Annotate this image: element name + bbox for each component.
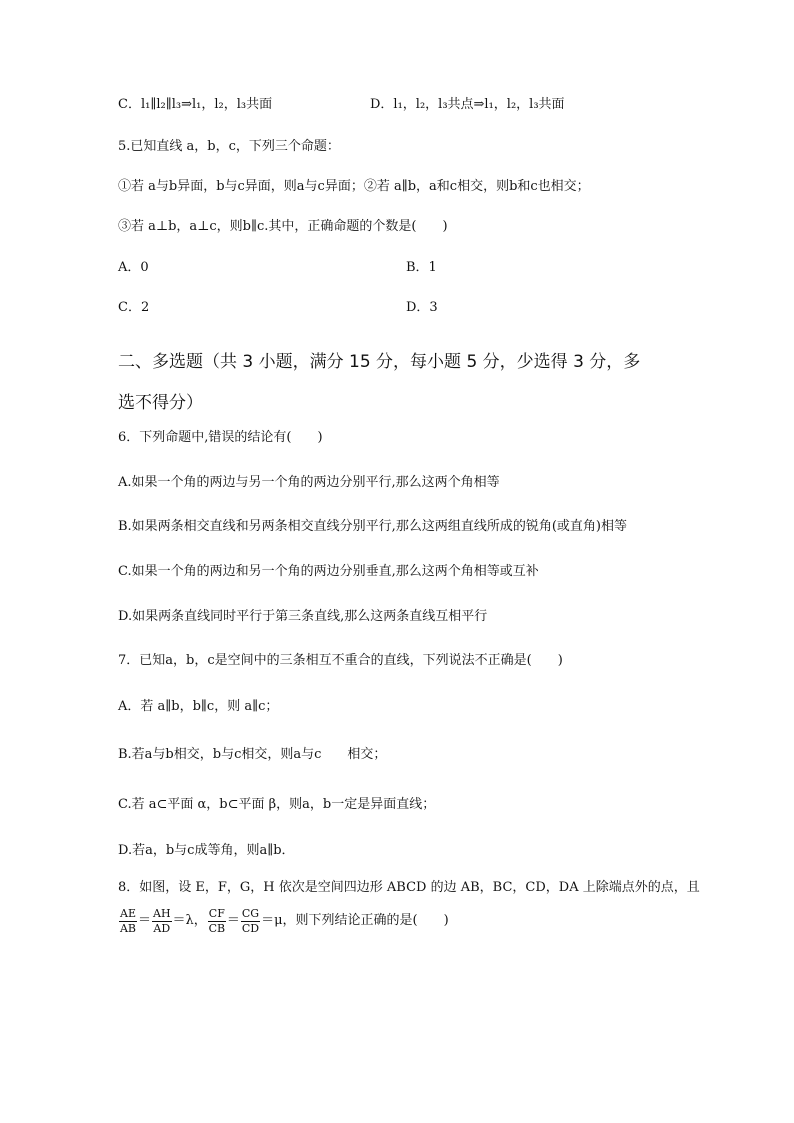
fraction-denominator: CB (208, 921, 226, 935)
q5-option-a: A．0 (118, 260, 149, 275)
q5-option-b: B．1 (406, 260, 437, 275)
fraction-cf-cb (208, 907, 226, 936)
q6-option-d: D.如果两条直线同时平行于第三条直线,那么这两条直线互相平行 (118, 609, 488, 624)
section-heading-line-2: 选不得分） (118, 393, 203, 413)
fraction-ah-ad (152, 907, 172, 936)
fraction-ae-ab (119, 907, 137, 936)
q7-option-a: A．若 a∥b，b∥c，则 a∥c； (118, 699, 279, 714)
q5-statement-2: ③若 a⊥b，a⊥c，则b∥c.其中，正确命题的个数是( ) (118, 219, 448, 234)
fraction-denominator: CD (241, 921, 260, 935)
q8-stem: 8．如图，设 E，F，G，H 依次是空间四边形 ABCD 的边 AB，BC，CD，DA 上除端点外的点，且 (118, 880, 700, 895)
q7-option-d: D.若a，b与c成等角，则a∥b． (118, 843, 295, 858)
lambda-equation: ＝λ， (172, 913, 207, 928)
q7-stem: 7．已知a，b，c是空间中的三条相互不重合的直线，下列说法不正确是( ) (118, 653, 563, 668)
q7-option-b: B.若a与b相交，b与c相交，则a与c 相交； (118, 747, 387, 762)
q6-option-c: C.如果一个角的两边和另一个角的两边分别垂直,那么这两个角相等或互补 (118, 564, 539, 579)
q5-statement-1: ①若 a与b异面，b与c异面，则a与c异面；②若 a∥b，a和c相交，则b和c也相交； (118, 179, 590, 194)
q4-option-d: D．l₁，l₂，l₃共点⇒l₁，l₂，l₃共面 (370, 97, 565, 112)
fraction-numerator: CG (241, 906, 260, 920)
fraction-numerator: CF (208, 906, 225, 920)
q6-option-b: B.如果两条相交直线和另两条相交直线分别平行,那么这两组直线所成的锐角(或直角)相等 (118, 519, 627, 534)
fraction-denominator: AB (119, 921, 136, 935)
q5-stem: 5.已知直线 a，b，c，下列三个命题： (118, 139, 340, 154)
q7-option-c: C.若 a⊂平面 α，b⊂平面 β，则a，b一定是异面直线； (118, 797, 436, 812)
q8-condition: $\frac{AE}{AB}$ ＝ $\frac{AH}{AD}$ ＝λ， $\frac{CF}{CB}$ ＝ $\frac{CG}{CD}$ ＝μ，则下列结论正确的是( ) (119, 906, 449, 935)
q4-option-c: C．l₁∥l₂∥l₃⇒l₁，l₂，l₃共面 (118, 97, 273, 112)
q6-option-a: A.如果一个角的两边与另一个角的两边分别平行,那么这两个角相等 (118, 475, 500, 490)
fraction-numerator: AH (153, 906, 171, 920)
fraction-denominator: AD (153, 921, 171, 935)
fraction-cg-cd (241, 907, 260, 936)
section-heading-line-1: 二、多选题（共 3 小题，满分 15 分，每小题 5 分，少选得 3 分，多 (118, 352, 641, 372)
q6-stem: 6．下列命题中,错误的结论有( ) (118, 430, 323, 445)
fraction-numerator: AE (120, 906, 136, 920)
q5-option-c: C．2 (118, 300, 150, 315)
q5-option-d: D．3 (406, 300, 438, 315)
mu-equation: ＝μ，则下列结论正确的是( ) (261, 913, 449, 928)
